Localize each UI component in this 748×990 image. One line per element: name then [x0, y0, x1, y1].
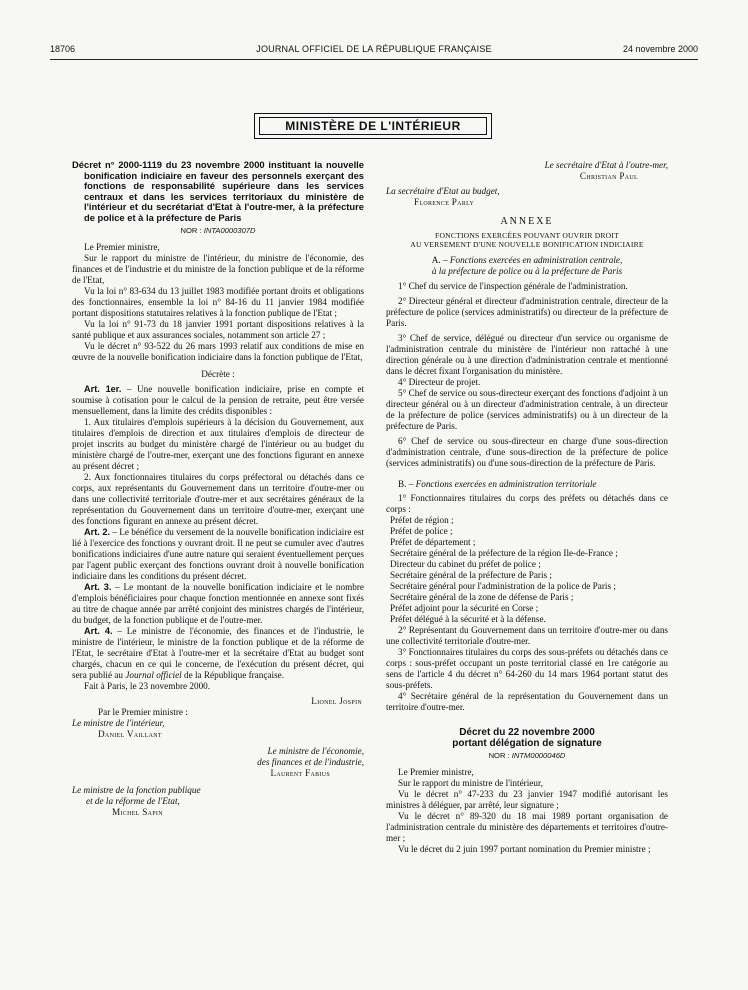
sig-fp-title-2: et de la réforme de l'Etat, — [86, 795, 180, 806]
list-item: Préfet de police ; — [390, 526, 453, 536]
journal-title: JOURNAL OFFICIEL DE LA RÉPUBLIQUE FRANÇAISE — [256, 44, 492, 54]
decree2-opening: Le Premier ministre, — [398, 767, 474, 777]
section-b-item-3: 3° Fonctionnaires titulaires du corps des sous-préfets ou détachés dans ce corps : sous-préfet occupant un poste territorial classé en 1re catégorie au sens de l'article 4 du décret n° 64-260 du 14 mars 1964 portant statut des sous-préfets. — [386, 647, 668, 690]
list-item: Directeur du cabinet du préfet de police ; — [390, 559, 541, 569]
ministry-title: MINISTÈRE DE L'INTÉRIEUR — [259, 117, 487, 135]
decree1-visa-2: Vu la loi n° 83-634 du 13 juillet 1983 modifiée portant droits et obligations des fonctionnaires, ensemble la loi n° 84-16 du 11 janvier 1984 modifiée portant dispositions statutaires relatives à la fonction publique de l'Etat ; — [72, 285, 364, 318]
annexe-subtitle-1: FONCTIONS EXERCÉES POUVANT OUVRIR DROIT — [435, 231, 619, 240]
section-a-item-6: 6° Chef de service ou sous-directeur en charge d'une sous-direction d'administration centrale, d'une sous-direction de la préfecture de police (services administratifs) ou d'une sous-direction de la préfecture de Paris. — [386, 436, 668, 468]
prefect-list — [386, 515, 668, 625]
section-b-title: B. – Fonctions exercées en administration territoriale — [398, 479, 597, 489]
issue-date: 24 novembre 2000 — [622, 44, 698, 54]
article-3: Art. 3. – Le montant de la nouvelle bonification indiciaire et le nombre d'emplois bénéficiaires pour chaque fonction mentionnée en annexe sont fixés au titre de chaque année par arrêté conjoint des ministres chargés de l'intérieur, du budget, de la fonction publique et de l'outre-mer. — [72, 581, 364, 625]
list-item: Secrétaire général pour l'administration de la police de Paris ; — [390, 581, 616, 591]
section-b-intro: 1° Fonctionnaires titulaires du corps des préfets ou détachés dans ce corps : — [386, 493, 668, 514]
section-a-item-3: 3° Chef de service, délégué ou directeur d'un service ou organisme de l'administration centrale du ministère de l'intérieur non rattaché à une direction générale ou à une direction d'administration centrale et mentionné dans le décret fixant l'organisation du ministère. — [386, 333, 668, 376]
section-a-item-1: 1° Chef du service de l'inspection générale de l'administration. — [398, 281, 628, 291]
decree2-visa-2: Vu le décret n° 47-233 du 23 janvier 1947 modifié autorisant les ministres à déléguer, par arrêté, leur signature ; — [386, 789, 668, 810]
article-1-item-2: 2. Aux fonctionnaires titulaires du corps préfectoral ou détachés dans ce corps, aux représentants du Gouvernement dans un territoire d'outre-mer ou dans une collectivité territoriale d'outre-mer et aux secrétaires généraux de la représentation du Gouvernement dans un territoire d'outre-mer, exerçant une des fonctions figurant en annexe au présent décret. — [72, 471, 364, 526]
decree1-visa-1: Sur le rapport du ministre de l'intérieur, du ministre de l'économie, des finances et de l'industrie et du ministre de la fonction publique et de la réforme de l'Etat, — [72, 252, 364, 285]
list-item: Préfet délégué à la sécurité et à la défense. — [390, 614, 546, 624]
sig-fp-name: Michel Sapin — [112, 806, 163, 817]
decree1-title: Décret n° 2000-1119 du 23 novembre 2000 instituant la nouvelle bonification indiciaire en faveur des personnels exerçant des fonctions de responsabilité supérieure dans les services centraux et dans les services territoriaux du ministère de l'intérieur et du secrétariat d'Etat à l'outre-mer, à la préfecture de police et à la préfecture de Paris — [72, 159, 364, 223]
article-1-item-1: 1. Aux titulaires d'emplois supérieurs à la décision du Gouvernement, aux titulaires d'emplois de direction et aux titulaires d'emplois de directeur de projet inscrits au budget du ministère chargé de l'intérieur ou au budget du ministère chargé de l'outre-mer, exerçant une des fonctions figurant en annexe au présent décret ; — [72, 416, 364, 471]
section-a-item-2: 2° Directeur général et directeur d'administration centrale, directeur de la préfecture de police (services administratifs) ou directeur de la préfecture de Paris. — [386, 296, 668, 328]
article-4: Art. 4. – Le ministre de l'économie, des finances et de l'industrie, le ministre de l'intérieur, le ministre de la fonction publique et de la réforme de l'Etat, le secrétaire d'Etat à l'outre-mer et la secrétaire d'Etat au budget sont chargés, chacun en ce qui le concerne, de l'exécution du présent décret, qui sera publié au Journal officiel de la République française. — [72, 625, 364, 680]
left-column — [72, 160, 364, 818]
list-item: Préfet adjoint pour la sécurité en Corse ; — [390, 603, 539, 613]
by-pm: Par le Premier ministre : — [98, 706, 188, 717]
section-b-item-4: 4° Secrétaire général de la représentation du Gouvernement dans un territoire d'outre-mer. — [386, 691, 668, 712]
list-item: Secrétaire général de la zone de défense de Paris ; — [390, 592, 574, 602]
sig-interior-title: Le ministre de l'intérieur, — [72, 717, 165, 728]
list-item: Préfet de région ; — [390, 515, 454, 525]
page-number: 18706 — [50, 44, 76, 54]
sig-economy-title-1: Le ministre de l'économie, — [267, 745, 364, 756]
header-rule — [50, 59, 698, 60]
section-a-item-4: 4° Directeur de projet. — [398, 377, 481, 387]
sig-budget-title: La secrétaire d'Etat au budget, — [386, 186, 500, 196]
sig-budget-name: Florence Parly — [414, 197, 475, 207]
decree2-title-1: Décret du 22 novembre 2000 — [459, 727, 595, 738]
decree1-decrete: Décrète : — [201, 368, 235, 379]
list-item: Secrétaire général de la préfecture de la région Ile-de-France ; — [390, 548, 618, 558]
sig-interior-name: Daniel Vaillant — [98, 728, 162, 739]
sig-om-title: Le secrétaire d'Etat à l'outre-mer, — [544, 160, 668, 170]
ministry-box — [254, 113, 492, 139]
article-2: Art. 2. – Le bénéfice du versement de la nouvelle bonification indiciaire est lié à l'exercice des fonctions y ouvrant droit. Il ne peut se cumuler avec d'autres bonifications indiciaires d'une autre nature qui seraient éventuellement perçues par l'agent public exerçant des fonctions ouvrant droit à nouvelle bonification indiciaire dans les conditions du présent décret. — [72, 526, 364, 581]
annexe-heading: ANNEXE — [500, 216, 554, 227]
decree1-visa-3: Vu la loi n° 91-73 du 18 janvier 1991 portant dispositions relatives à la santé publique et aux assurances sociales, notamment son article 27 ; — [72, 318, 364, 340]
right-column — [386, 160, 668, 855]
sig-om-name: Christian Paul — [579, 171, 638, 181]
sig-economy-title-2: des finances et de l'industrie, — [257, 756, 364, 767]
list-item: Secrétaire général de la préfecture de Paris ; — [390, 570, 552, 580]
decree2-nor: NOR : INTM0000046D — [488, 751, 566, 760]
section-a-item-5: 5° Chef de service ou sous-directeur exerçant des fonctions d'adjoint à un directeur général ou à un directeur d'administration centrale, à un directeur de la préfecture de police (services administratifs) ou à un directeur de la préfecture de Paris. — [386, 388, 668, 431]
decree2-visa-4: Vu le décret du 2 juin 1997 portant nomination du Premier ministre ; — [398, 844, 651, 854]
decree2-visa-3: Vu le décret n° 89-320 du 18 mai 1989 portant organisation de l'administration centrale du ministère des départements et territoires d'outre-mer ; — [386, 811, 668, 843]
signatory-pm: Lionel Jospin — [311, 695, 362, 706]
list-item: Préfet de département ; — [390, 537, 476, 547]
decree1-done-at: Fait à Paris, le 23 novembre 2000. — [84, 680, 211, 691]
decree1-opening: Le Premier ministre, — [84, 241, 160, 252]
decree1-nor: NOR : INTA0000307D — [180, 225, 256, 235]
annexe-subtitle-2: AU VERSEMENT D'UNE NOUVELLE BONIFICATION INDICIAIRE — [410, 240, 644, 249]
article-1: Art. 1er. – Une nouvelle bonification indiciaire, prise en compte et soumise à cotisation pour le calcul de la pension de retraite, peut être versée mensuellement, dans la limite des crédits disponibles : — [72, 383, 365, 416]
section-a-title-2: à la préfecture de police ou à la préfecture de Paris — [431, 266, 623, 276]
decree2-title-2: portant délégation de signature — [452, 738, 602, 749]
sig-fp-title-1: Le ministre de la fonction publique — [72, 784, 201, 795]
sig-economy-name: Laurent Fabius — [270, 767, 330, 778]
page-header — [50, 44, 698, 58]
section-b-item-2: 2° Représentant du Gouvernement dans un territoire d'outre-mer ou dans une collectivité territoriale d'outre-mer. — [386, 625, 668, 646]
decree1-visa-4: Vu le décret n° 93-522 du 26 mars 1993 relatif aux conditions de mise en œuvre de la nouvelle bonification indiciaire dans la fonction publique de l'Etat, — [72, 340, 364, 362]
section-a-title: A. – Fonctions exercées en administration centrale, — [431, 255, 623, 265]
decree2-visa-1: Sur le rapport du ministre de l'intérieur, — [398, 778, 543, 788]
